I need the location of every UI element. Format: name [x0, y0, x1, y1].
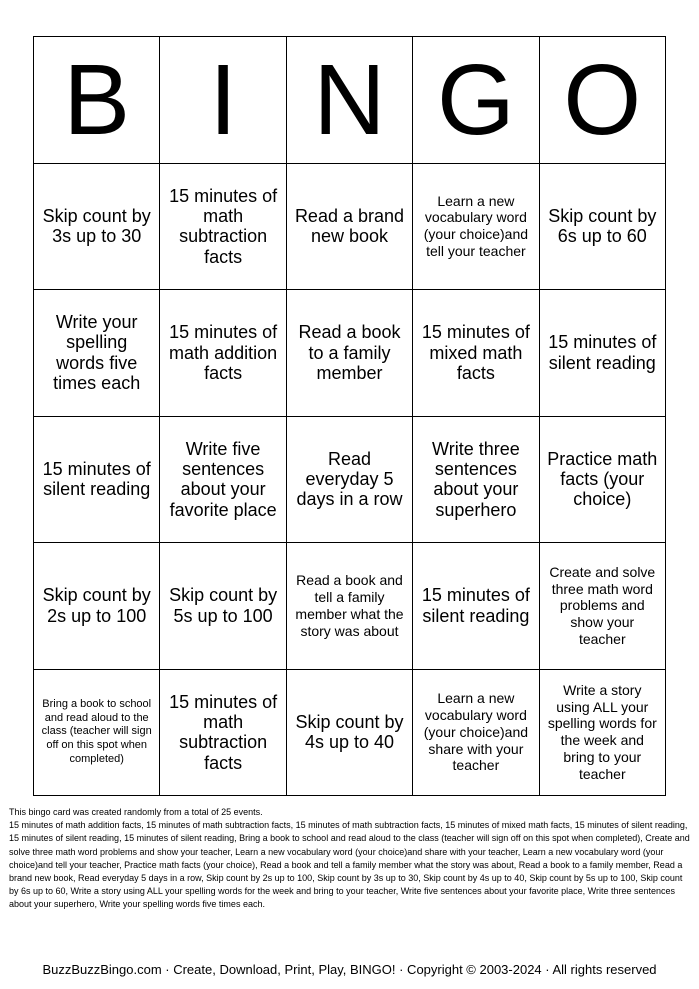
bingo-cell — [413, 670, 539, 797]
bingo-cell-text: Write a story using ALL your spelling words for the week and bring to your teacher — [547, 681, 657, 782]
bingo-cell — [287, 290, 413, 417]
bingo-cell — [34, 417, 160, 544]
bingo-cell-text: 15 minutes of math addition facts — [169, 322, 278, 383]
bingo-cell — [34, 670, 160, 797]
bingo-cell — [413, 290, 539, 417]
header-letter: B — [34, 37, 160, 164]
bingo-cell-text: 15 minutes of silent reading — [42, 458, 151, 500]
bingo-cell — [287, 543, 413, 670]
bingo-cell-text: Bring a book to school and read aloud to the class (teacher will sign off on this spot when completed) — [41, 697, 152, 765]
bingo-cell — [413, 164, 539, 291]
bingo-cell — [287, 164, 413, 291]
card-info-event-list: 15 minutes of math addition facts, 15 minutes of math subtraction facts, 15 minutes of math subtraction facts, 15 minutes of mixed math facts, 15 minutes of silent reading, 15 minutes of silent reading, 15 minutes of silent reading, Bring a book to school and read aloud to the class (teacher will sign off on this spot when completed), Create and solve three math word problems and show your teacher, Learn a new vocabulary word (your choice)and share with your teacher, Learn a new vocabulary word (your choice)and tell your teacher, Practice math facts (your choice), Read a book and tell a family member what the story was about, Read a book to a family member, Read a brand new book, Read everyday 5 days in a row, Skip count by 2s up to 100, Skip count by 3s up to 30, Skip count by 4s up to 40, Skip count by 5s up to 100, Skip count by 6s up to 60, Write a story using ALL your spelling words for the week and bring to your teacher, Write five sentences about your favorite place, Write three sentences about your superhero, Write your spelling words five times each. — [9, 820, 690, 910]
bingo-cell — [413, 417, 539, 544]
bingo-cell — [160, 670, 286, 797]
bingo-cell-text: 15 minutes of mixed math facts — [421, 322, 530, 383]
bingo-cell — [540, 670, 666, 797]
bingo-cell-text: Write five sentences about your favorite place — [169, 438, 277, 520]
bingo-cell — [413, 543, 539, 670]
bingo-cell-text: Read a brand new book — [294, 205, 405, 247]
bingo-cell-text: 15 minutes of silent reading — [421, 585, 530, 626]
bingo-cell — [540, 290, 666, 417]
header-letter: N — [287, 37, 413, 164]
bingo-cell-text: Learn a new vocabulary word (your choice)and share with your teacher — [423, 690, 529, 774]
bingo-cell-text: Learn a new vocabulary word (your choice)and tell your teacher — [423, 192, 529, 260]
bingo-cell-text: Read a book and tell a family member what the story was about — [295, 572, 404, 639]
bingo-cell-text: Skip count by 6s up to 60 — [548, 205, 657, 247]
bingo-cell — [287, 670, 413, 797]
bingo-cell-text: 15 minutes of math subtraction facts — [169, 691, 278, 773]
bingo-cell — [34, 543, 160, 670]
card-info-intro: This bingo card was created randomly from a total of 25 events. — [9, 807, 263, 817]
header-letter: O — [540, 37, 666, 164]
bingo-cell — [160, 417, 286, 544]
header-letter: I — [160, 37, 286, 164]
bingo-cell — [540, 164, 666, 291]
bingo-cell — [34, 290, 160, 417]
bingo-cell — [540, 417, 666, 544]
bingo-cell — [540, 543, 666, 670]
header-letter: G — [413, 37, 539, 164]
bingo-cell-text: Write three sentences about your superhero — [432, 438, 520, 520]
bingo-cell-text: Skip count by 3s up to 30 — [42, 205, 151, 247]
bingo-cell-text: Create and solve three math word problems and show your teacher — [549, 563, 656, 647]
bingo-cell-text: Read a book to a family member — [298, 322, 401, 383]
bingo-cell-text: Skip count by 2s up to 100 — [42, 585, 151, 626]
bingo-cell-text: Skip count by 4s up to 40 — [295, 711, 404, 753]
footer-copyright: BuzzBuzzBingo.com · Create, Download, Print, Play, BINGO! · Copyright © 2003-2024 · All rights reserved — [42, 962, 657, 977]
bingo-cell-text: Read everyday 5 days in a row — [296, 448, 403, 510]
bingo-cell — [34, 164, 160, 291]
bingo-cell — [287, 417, 413, 544]
card-info — [9, 806, 691, 912]
bingo-cell-text: Skip count by 5s up to 100 — [169, 585, 278, 626]
bingo-cell — [160, 164, 286, 291]
bingo-cell-text: 15 minutes of silent reading — [548, 332, 657, 373]
bingo-cell-text: Write your spelling words five times each — [53, 312, 141, 394]
bingo-cell-text: 15 minutes of math subtraction facts — [169, 185, 278, 267]
bingo-cell-text: Practice math facts (your choice) — [547, 448, 658, 510]
bingo-cell — [160, 543, 286, 670]
bingo-cell — [160, 290, 286, 417]
bingo-card — [33, 36, 666, 796]
